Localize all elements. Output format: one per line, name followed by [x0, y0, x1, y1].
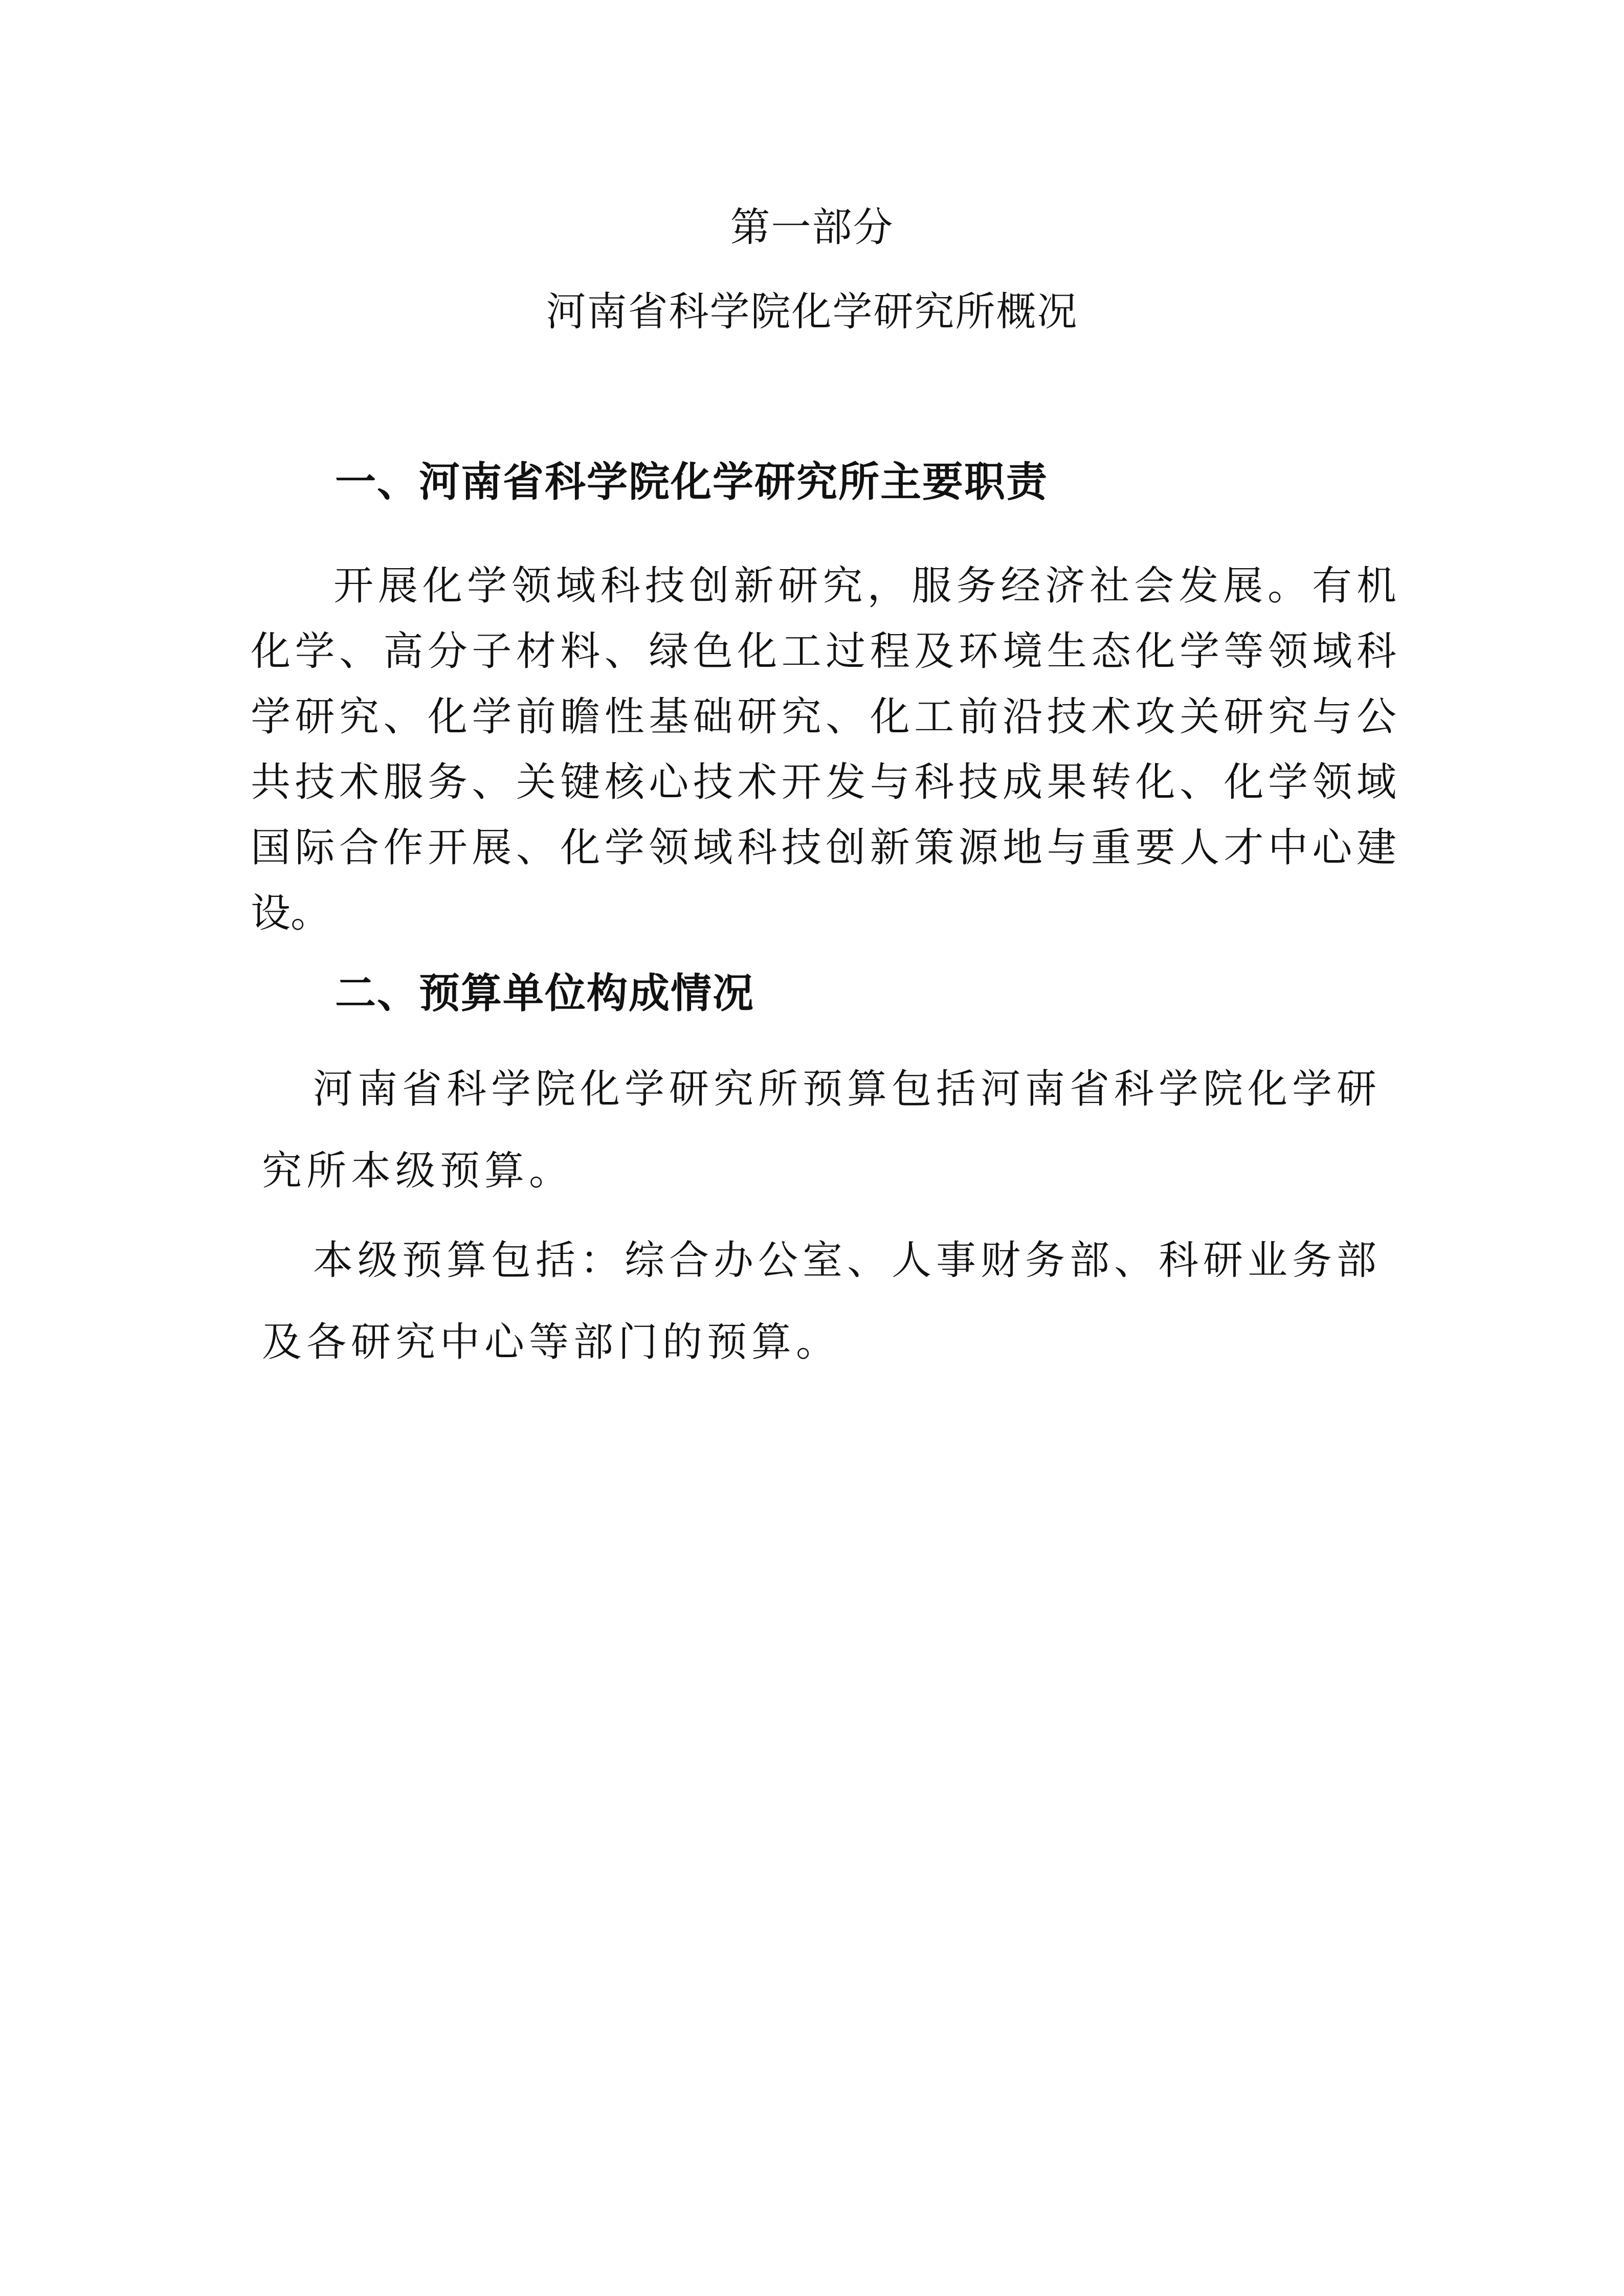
paragraph-line: 本级预算包括：综合办公室、人事财务部、科研业务部 — [313, 1237, 1382, 1284]
paragraph-line: 开展化学领域科技创新研究，服务经济社会发展。有机 — [333, 563, 1396, 609]
section-heading-responsibilities: 一、河南省科学院化学研究所主要职责 — [335, 458, 1048, 506]
paragraph-line: 化学、高分子材料、绿色化工过程及环境生态化学等领域科 — [251, 628, 1396, 674]
section-heading-budget-units: 二、预算单位构成情况 — [335, 970, 754, 1017]
section-paragraph-budget-departments — [262, 1220, 1382, 1383]
section-body-responsibilities — [251, 553, 1396, 946]
part-label: 第一部分 — [730, 205, 894, 251]
paragraph-line: 及各研究中心等部门的预算。 — [262, 1319, 841, 1365]
paragraph-line: 国际合作开展、化学领域科技创新策源地与重要人才中心建 — [251, 825, 1396, 871]
paragraph-line: 共技术服务、关键核心技术开发与科技成果转化、化学领域 — [251, 759, 1396, 805]
section-paragraph-budget-scope — [262, 1048, 1382, 1212]
paragraph-line: 究所本级预算。 — [262, 1148, 574, 1194]
paragraph-line: 设。 — [251, 890, 331, 936]
document-title: 河南省科学院化学研究所概况 — [546, 289, 1078, 335]
paragraph-line: 河南省科学院化学研究所预算包括河南省科学院化学研 — [313, 1066, 1382, 1112]
paragraph-line: 学研究、化学前瞻性基础研究、化工前沿技术攻关研究与公 — [251, 694, 1396, 740]
